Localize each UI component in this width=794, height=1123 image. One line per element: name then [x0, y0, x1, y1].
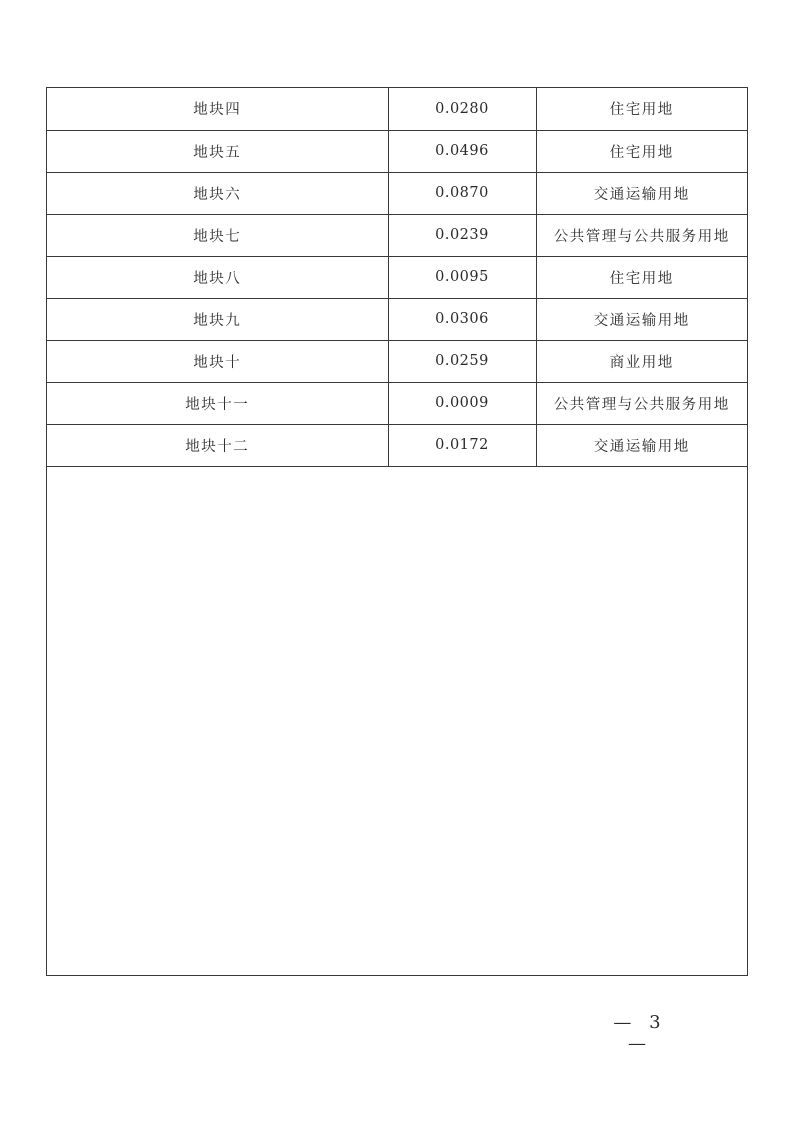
parcel-name: 地块七: [47, 214, 388, 256]
parcel-name: 地块九: [47, 298, 388, 340]
table-frame: [46, 87, 748, 976]
parcel-area: 0.0095: [388, 256, 536, 298]
parcel-land-use: 住宅用地: [536, 130, 747, 172]
parcel-name: 地块八: [47, 256, 388, 298]
parcel-land-use: 公共管理与公共服务用地: [536, 382, 747, 424]
table-row: [47, 214, 747, 256]
parcel-land-use: 住宅用地: [536, 88, 747, 130]
parcel-land-use: 交通运输用地: [536, 298, 747, 340]
table-row: [47, 424, 747, 466]
parcel-name: 地块六: [47, 172, 388, 214]
parcel-area: 0.0009: [388, 382, 536, 424]
parcel-land-use: 公共管理与公共服务用地: [536, 214, 747, 256]
parcel-name: 地块十二: [47, 424, 388, 466]
parcel-area: 0.0870: [388, 172, 536, 214]
table-row: [47, 382, 747, 424]
table-row: [47, 88, 747, 130]
table-row: [47, 256, 747, 298]
table-row: [47, 298, 747, 340]
parcel-land-use: 交通运输用地: [536, 424, 747, 466]
parcel-land-use: 交通运输用地: [536, 172, 747, 214]
table-row: [47, 172, 747, 214]
table-row: [47, 130, 747, 172]
parcel-land-use: 商业用地: [536, 340, 747, 382]
table-row: [47, 340, 747, 382]
parcel-area: 0.0496: [388, 130, 536, 172]
page-number: — 3 —: [613, 1012, 667, 1054]
parcel-land-use: 住宅用地: [536, 256, 747, 298]
parcel-name: 地块十: [47, 340, 388, 382]
parcel-area: 0.0306: [388, 298, 536, 340]
parcel-name: 地块四: [47, 88, 388, 130]
parcel-name: 地块五: [47, 130, 388, 172]
parcel-table: [47, 88, 747, 467]
parcel-area: 0.0259: [388, 340, 536, 382]
parcel-name: 地块十一: [47, 382, 388, 424]
parcel-area: 0.0280: [388, 88, 536, 130]
parcel-area: 0.0239: [388, 214, 536, 256]
parcel-area: 0.0172: [388, 424, 536, 466]
